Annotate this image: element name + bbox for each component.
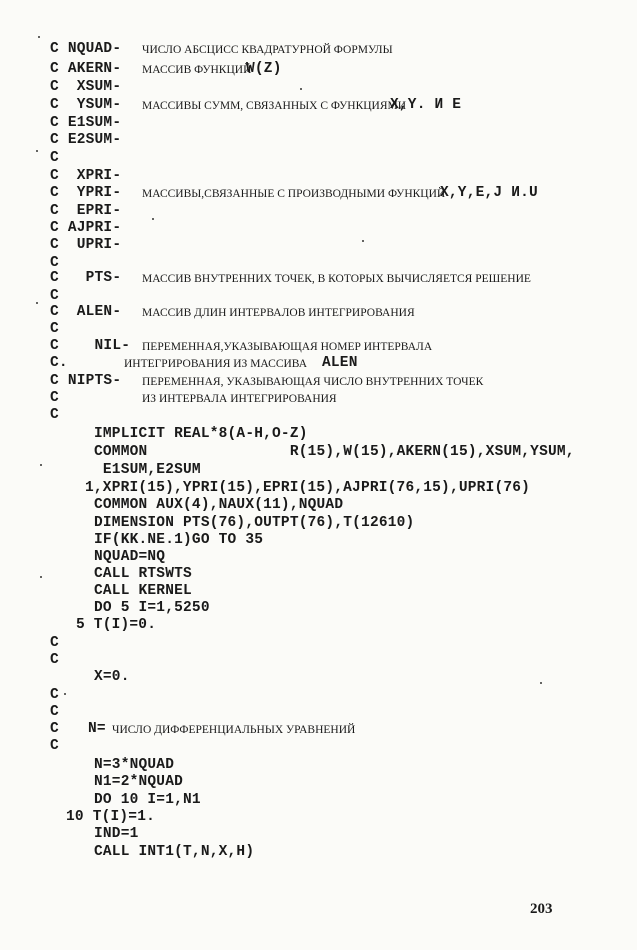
code-line: DO 10 I=1,N1 (94, 792, 201, 808)
comment-line: C (50, 704, 59, 720)
page-number: 203 (530, 901, 553, 917)
code-line: IMPLICIT REAL*8(A-H,O-Z) (94, 426, 308, 442)
comment-line: C EPRI- (50, 203, 122, 219)
comment-line: C (50, 321, 59, 337)
comment-line: C E2SUM- (50, 132, 122, 148)
scan-speck (540, 682, 542, 684)
comment-line: C (50, 288, 59, 304)
comment-line: C ИЗ ИНТЕРВАЛА ИНТЕГРИРОВАНИЯ (50, 390, 337, 406)
comment-line: C YSUM- МАССИВЫ СУММ, СВЯЗАННЫХ С ФУНКЦИЯМИ X,Y. И E (50, 97, 462, 113)
code-line: DIMENSION PTS(76),OUTPT(76),T(12610) (94, 515, 415, 531)
comment-line: C UPRI- (50, 237, 122, 253)
scan-speck (152, 218, 154, 220)
comment-line: C PTS- МАССИВ ВНУТРЕННИХ ТОЧЕК, В КОТОРЫХ ВЫЧИСЛЯЕТСЯ РЕШЕНИЕ (50, 270, 531, 286)
code-line: E1SUM,E2SUM (94, 462, 201, 478)
scan-speck (300, 88, 302, 90)
code-line: N1=2*NQUAD (94, 774, 184, 790)
code-line: CALL KERNEL (94, 583, 192, 599)
comment-line: C (50, 255, 59, 271)
comment-line: C (50, 652, 59, 668)
scan-speck (40, 464, 42, 466)
comment-line: C AJPRI- (50, 220, 122, 236)
scan-speck (40, 576, 42, 578)
code-line: IF(KK.NE.1)GO TO 35 (94, 532, 264, 548)
code-line: CALL RTSWTS (94, 566, 192, 582)
code-line: IND=1 (94, 826, 139, 842)
comment-line: C. ИНТЕГРИРОВАНИЯ ИЗ МАССИВА ALEN (50, 355, 358, 371)
scan-speck (36, 302, 38, 304)
code-line: CALL INT1(T,N,X,H) (94, 844, 255, 860)
code-line: NQUAD=NQ (94, 549, 166, 565)
code-line: 1,XPRI(15),YPRI(15),EPRI(15),AJPRI(76,15),UPRI(76) (85, 480, 531, 496)
comment-line: C AKERN- МАССИВ ФУНКЦИЙ W(Z) (50, 61, 282, 77)
comment-line: C (50, 635, 59, 651)
comment-line: C N= ЧИСЛО ДИФФЕРЕНЦИАЛЬНЫХ УРАВНЕНИЙ (50, 721, 356, 737)
comment-line: C XSUM- (50, 79, 122, 95)
code-line: DO 5 I=1,5250 (94, 600, 210, 616)
comment-line: C (50, 407, 59, 423)
code-line: COMMON AUX(4),NAUX(11),NQUAD (94, 497, 344, 513)
comment-line: C ALEN- МАССИВ ДЛИН ИНТЕРВАЛОВ ИНТЕГРИРОВАНИЯ (50, 304, 415, 320)
scan-speck (362, 240, 364, 242)
comment-line: C YPRI- МАССИВЫ,СВЯЗАННЫЕ С ПРОИЗВОДНЫМИ ФУНКЦИЙ X,Y,E,J И.U (50, 185, 538, 201)
code-line: N=3*NQUAD (94, 757, 175, 773)
scan-speck (36, 150, 38, 152)
comment-line: C (50, 150, 59, 166)
comment-line: C NIPTS- ПЕРЕМЕННАЯ, УКАЗЫВАЮЩАЯ ЧИСЛО ВНУТРЕННИХ ТОЧЕК (50, 373, 484, 389)
scan-speck (64, 693, 66, 695)
comment-line: C (50, 738, 59, 754)
comment-line: C NQUAD- ЧИСЛО АБСЦИСС КВАДРАТУРНОЙ ФОРМУЛЫ (50, 41, 393, 57)
scan-speck (38, 36, 40, 38)
code-line: 10 T(I)=1. (66, 809, 156, 825)
comment-line: C XPRI- (50, 168, 122, 184)
code-line: COMMON R(15),W(15),AKERN(15),XSUM,YSUM, (94, 444, 575, 460)
code-line: 5 T(I)=0. (76, 617, 157, 633)
comment-line: C (50, 687, 59, 703)
code-line: X=0. (94, 669, 130, 685)
comment-line: C E1SUM- (50, 115, 122, 131)
comment-line: C NIL- ПЕРЕМЕННАЯ,УКАЗЫВАЮЩАЯ НОМЕР ИНТЕРВАЛА (50, 338, 433, 354)
